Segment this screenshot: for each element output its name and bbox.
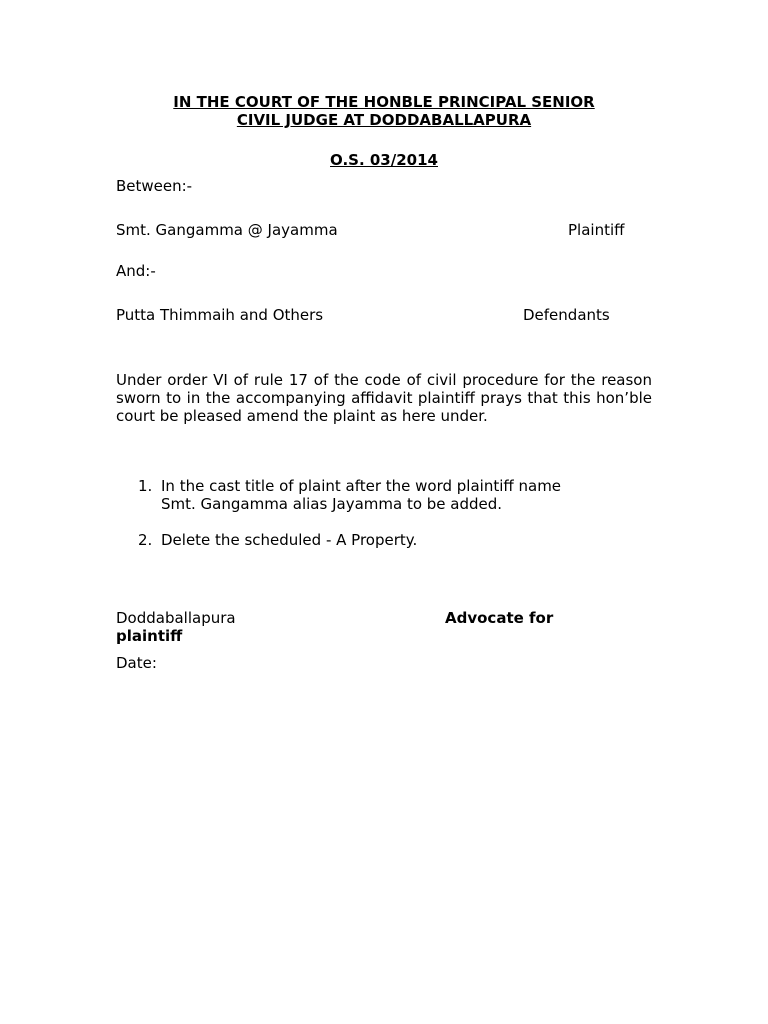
and-label: And:- [116, 262, 156, 280]
date-label: Date: [116, 654, 157, 672]
amendment-number: 1. [138, 477, 153, 495]
defendant-name: Putta Thimmaih and Others [116, 306, 324, 324]
petition-paragraph: Under order VI of rule 17 of the code of civil procedure for the reason sworn to in the accompanying affidavit plaintiff prays that this hon’ble court be pleased amend the plaint as here under. [116, 371, 652, 425]
defendant-role: Defendants [523, 306, 610, 324]
case-number: O.S. 03/2014 [330, 151, 438, 169]
court-title-line1: IN THE COURT OF THE HONBLE PRINCIPAL SENIOR [173, 93, 595, 111]
plaintiff-name: Smt. Gangamma @ Jayamma [116, 221, 338, 239]
between-label: Between:- [116, 177, 193, 195]
place-label: Doddaballapura [116, 609, 236, 627]
amendment-text-line: In the cast title of plaint after the word plaintiff name [161, 477, 562, 495]
court-title-line2: CIVIL JUDGE AT DODDABALLAPURA [236, 111, 532, 129]
plaintiff-role: Plaintiff [568, 221, 625, 239]
amendment-number: 2. [138, 531, 153, 549]
amendment-text-line: Delete the scheduled - A Property. [161, 531, 418, 549]
amendment-text-line: Smt. Gangamma alias Jayamma to be added. [161, 495, 503, 513]
signatory-line1: Advocate for [445, 609, 554, 627]
signatory-line2: plaintiff [116, 627, 183, 645]
